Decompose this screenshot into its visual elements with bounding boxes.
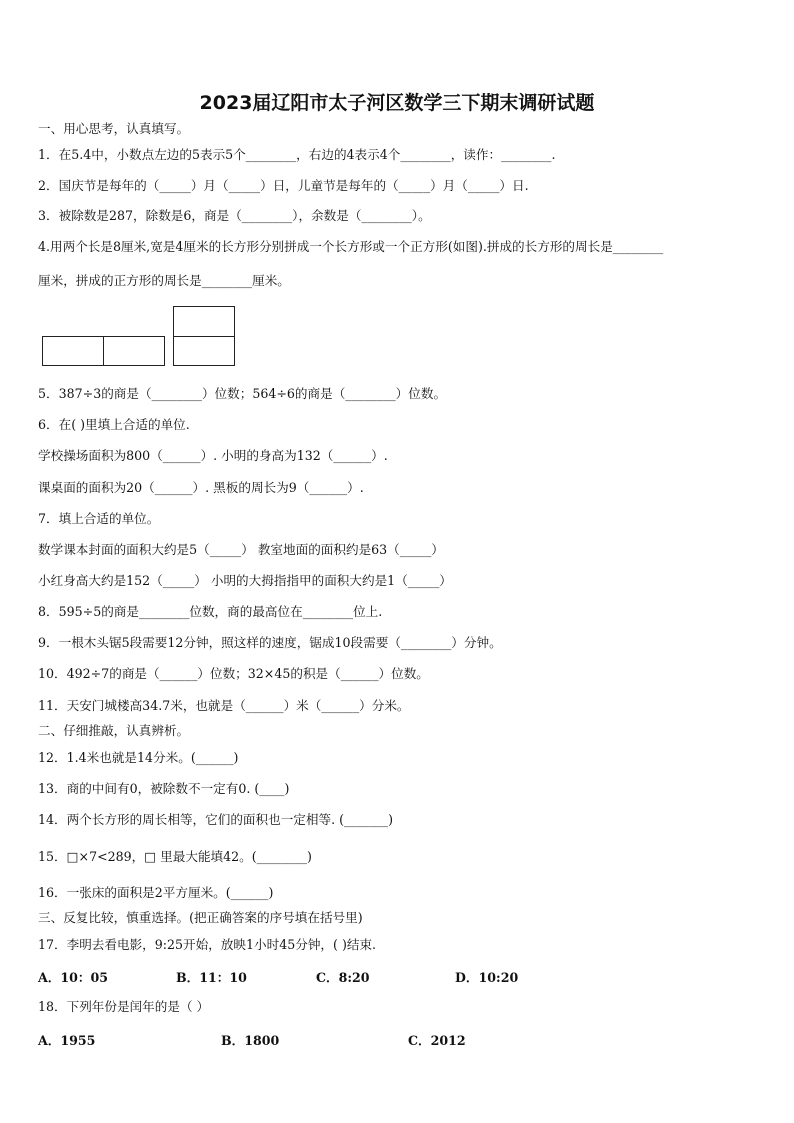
q18-option-c: C．2012 [408,1033,466,1048]
question-2: 2．国庆节是每年的（_____）月（_____）日，儿童节是每年的（_____）月（_____）日. [38,178,529,193]
question-12: 12．1.4米也就是14分米。(______) [38,750,239,765]
question-17: 17．李明去看电影，9:25开始，放映1小时45分钟，( )结束. [38,937,377,952]
section-heading-3: 三、反复比较，慎重选择。(把正确答案的序号填在括号里) [38,910,363,925]
question-16: 16．一张床的面积是2平方厘米。(______) [38,885,274,900]
question-14: 14．两个长方形的周长相等，它们的面积也一定相等. (_______) [38,812,393,827]
rect-left [42,336,104,366]
question-5: 5．387÷3的商是（________）位数；564÷6的商是（________）位数。 [38,386,447,401]
question-4: 4.用两个长是8厘米,宽是4厘米的长方形分别拼成一个长方形或一个正方形(如图).拼成的长方形的周长是________ [38,239,664,254]
question-11: 11．天安门城楼高34.7米，也就是（______）米（______）分米。 [38,698,410,713]
section-heading-2: 二、仔细推敲，认真辨析。 [38,723,190,738]
page-title: 2023届辽阳市太子河区数学三下期末调研试题 [199,92,595,114]
question-1: 1．在5.4中，小数点左边的5表示5个________，右边的4表示4个________，读作：________. [38,147,556,162]
question-6-b: 课桌面的面积为20（______）. 黑板的周长为9（______）. [38,480,364,495]
question-6-a: 学校操场面积为800（______）. 小明的身高为132（______）. [38,448,388,463]
question-8: 8．595÷5的商是________位数，商的最高位在________位上. [38,604,383,619]
question-4-cont: 厘米，拼成的正方形的周长是________厘米。 [38,273,290,288]
question-13: 13．商的中间有0，被除数不一定有0. (____) [38,781,290,796]
section-heading-1: 一、用心思考，认真填写。 [38,121,190,136]
square-bottom [173,336,235,366]
question-10: 10．492÷7的商是（______）位数；32×45的积是（______）位数。 [38,666,429,681]
question-9: 9．一根木头锯5段需要12分钟，照这样的速度，锯成10段需要（________）分钟。 [38,635,502,650]
rectangle-figure [42,306,242,368]
question-15: 15．□×7<289，□ 里最大能填42。(________) [38,849,312,864]
question-6: 6．在( )里填上合适的单位. [38,417,190,432]
question-7-b: 小红身高大约是152（_____） 小明的大拇指指甲的面积大约是1（_____） [38,573,452,588]
rect-right [103,336,165,366]
q17-option-c: C．8:20 [316,970,370,985]
question-3: 3．被除数是287，除数是6，商是（________），余数是（________）。 [38,208,431,223]
q18-option-b: B．1800 [221,1033,280,1048]
square-top [173,306,235,337]
q18-option-a: A．1955 [38,1033,96,1048]
q17-option-d: D．10:20 [455,970,519,985]
question-7: 7．填上合适的单位。 [38,511,160,526]
q17-option-b: B．11：10 [176,970,247,985]
question-18: 18．下列年份是闰年的是（ ） [38,999,210,1014]
q17-option-a: A．10：05 [38,970,109,985]
question-7-a: 数学课本封面的面积大约是5（_____） 教室地面的面积约是63（_____） [38,542,444,557]
